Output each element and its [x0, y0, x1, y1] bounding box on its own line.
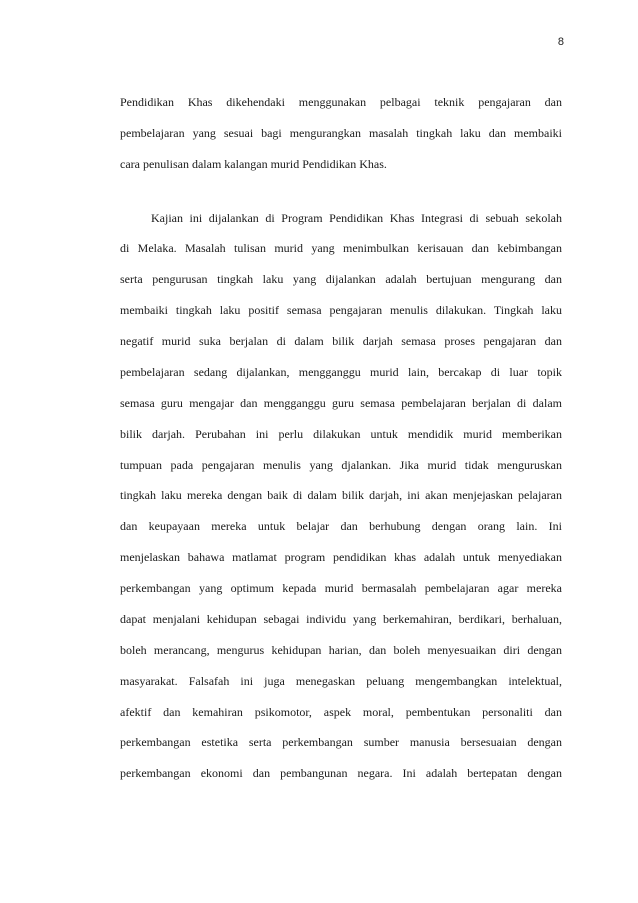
paragraph-line: perkembangan ekonomi dan pembangunan negara. Ini adalah bertepatan dengan [120, 766, 562, 780]
paragraph-line: cara penulisan dalam kalangan murid Pendidikan Khas. [120, 157, 387, 171]
paragraph-line: menjelaskan bahawa matlamat program pendidikan khas adalah untuk menyediakan [120, 550, 562, 564]
paragraph-line: Kajian ini dijalankan di Program Pendidikan Khas Integrasi di sebuah sekolah [151, 211, 562, 225]
paragraph-line: pembelajaran yang sesuai bagi mengurangkan masalah tingkah laku dan membaiki [120, 126, 562, 140]
paragraph-line: dapat menjalani kehidupan sebagai individu yang berkemahiran, berdikari, berhaluan, [120, 612, 562, 626]
paragraph-line: tingkah laku mereka dengan baik di dalam bilik darjah, ini akan menjejaskan pelajaran [120, 488, 562, 502]
paragraph-line: perkembangan estetika serta perkembangan sumber manusia bersesuaian dengan [120, 735, 562, 749]
paragraph-line: serta pengurusan tingkah laku yang dijalankan adalah bertujuan mengurang dan [120, 272, 562, 286]
paragraph-line: boleh merancang, mengurus kehidupan harian, dan boleh menyesuaikan diri dengan [120, 643, 562, 657]
paragraph-line: perkembangan yang optimum kepada murid bermasalah pembelajaran agar mereka [120, 581, 562, 595]
paragraph-line: pembelajaran sedang dijalankan, mengganggu murid lain, bercakap di luar topik [120, 365, 562, 379]
paragraph-line: negatif murid suka berjalan di dalam bilik darjah semasa proses pengajaran dan [120, 334, 562, 348]
paragraph-line: bilik darjah. Perubahan ini perlu dilakukan untuk mendidik murid memberikan [120, 427, 562, 441]
paragraph-line: di Melaka. Masalah tulisan murid yang menimbulkan kerisauan dan kebimbangan [120, 241, 562, 255]
paragraph-line: dan keupayaan mereka untuk belajar dan berhubung dengan orang lain. Ini [120, 519, 562, 533]
paragraph-line: tumpuan pada pengajaran menulis yang djalankan. Jika murid tidak menguruskan [120, 458, 562, 472]
paragraph-line: semasa guru mengajar dan mengganggu guru semasa pembelajaran berjalan di dalam [120, 396, 562, 410]
page-number: 8 [557, 36, 564, 48]
paragraph-line: Pendidikan Khas dikehendaki menggunakan pelbagai teknik pengajaran dan [120, 95, 562, 109]
paragraph-line: masyarakat. Falsafah ini juga menegaskan peluang mengembangkan intelektual, [120, 674, 562, 688]
paragraph-line: afektif dan kemahiran psikomotor, aspek moral, pembentukan personaliti dan [120, 705, 562, 719]
paragraph-line: membaiki tingkah laku positif semasa pengajaran menulis dilakukan. Tingkah laku [120, 303, 562, 317]
